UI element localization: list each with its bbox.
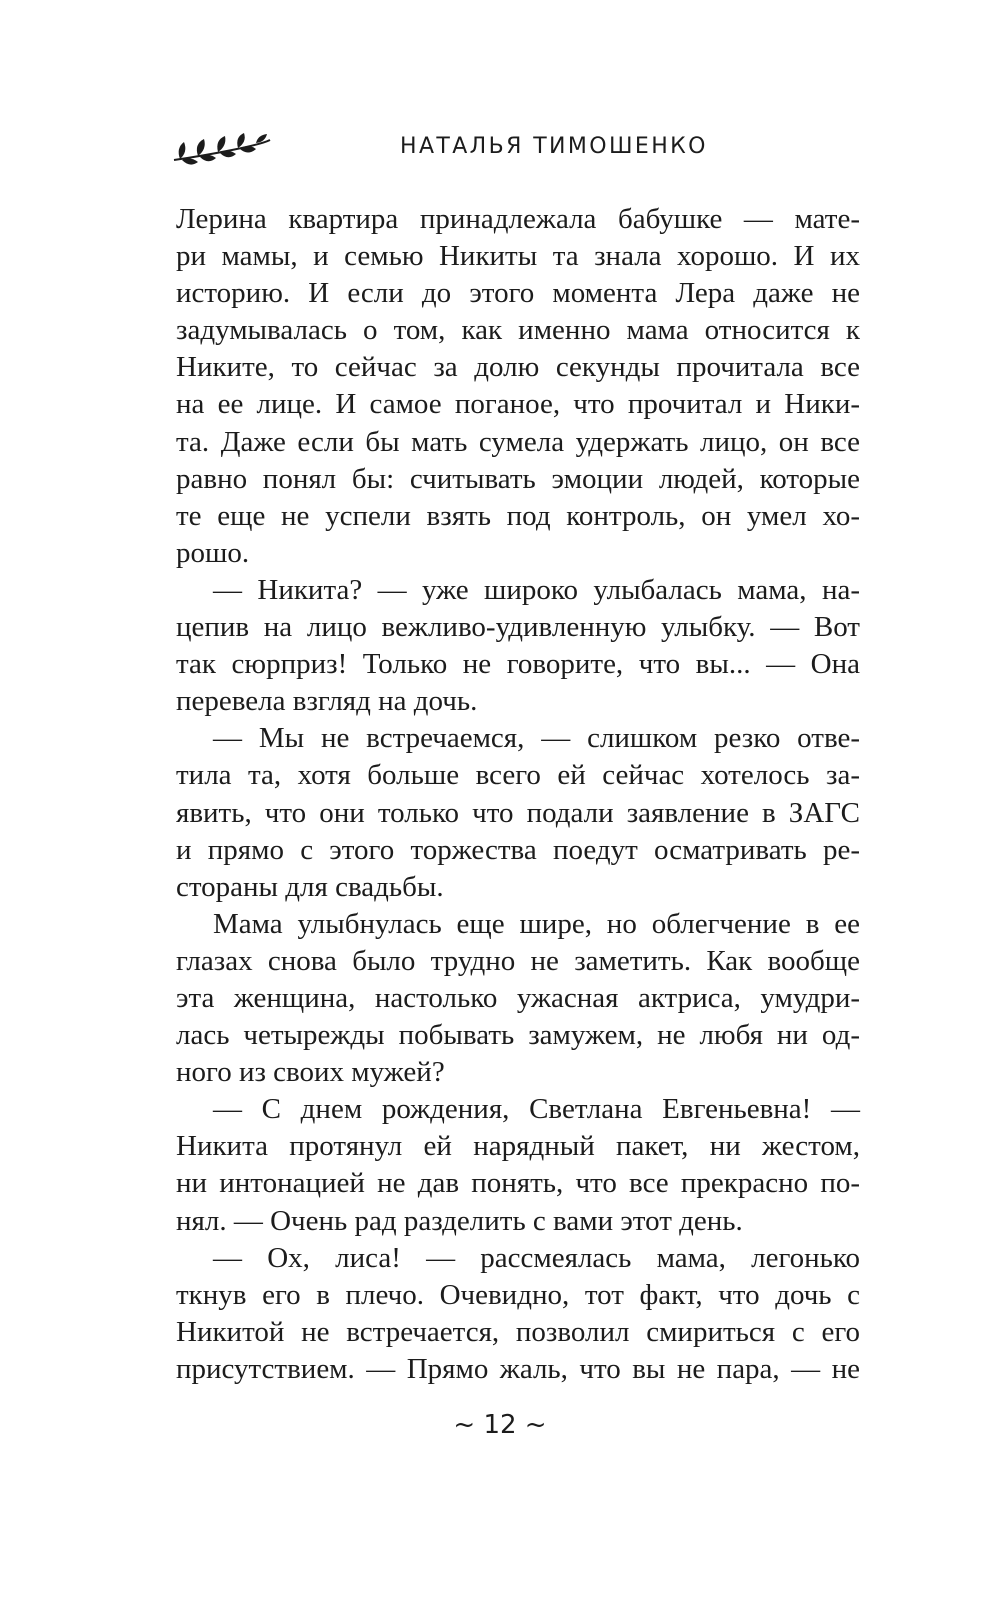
body-text xyxy=(176,201,860,1388)
text-line: ткнув его в плечо. Очевидно, тот факт, что дочь с xyxy=(176,1278,860,1311)
text-line: — Мы не встречаемся, — слишком резко отве- xyxy=(213,722,860,755)
text-line: ри мамы, и семью Никиты та знала хорошо. И их xyxy=(176,240,860,273)
text-line: нял. — Очень рад разделить с вами этот день. xyxy=(176,1204,743,1237)
text-line: те еще не успели взять под контроль, он умел хо- xyxy=(176,499,860,532)
text-line: эта женщина, настолько ужасная актриса, умудри- xyxy=(176,981,860,1014)
text-line: тила та, хотя больше всего ей сейчас хотелось за- xyxy=(176,759,860,792)
text-line: лась четырежды побывать замужем, не любя ни од- xyxy=(176,1019,860,1052)
text-line: и прямо с этого торжества поедут осматривать ре- xyxy=(176,833,860,866)
text-line: Никите, то сейчас за долю секунды прочитала все xyxy=(176,351,860,384)
text-line: ни интонацией не дав понять, что все прекрасно по- xyxy=(176,1167,860,1200)
page-header xyxy=(172,128,872,178)
text-line: Лерина квартира принадлежала бабушке — мате- xyxy=(176,203,860,235)
leaf-branch-icon xyxy=(172,130,272,170)
page-number: ~ 12 ~ xyxy=(453,1410,547,1440)
text-line: задумывалась о том, как именно мама относится к xyxy=(176,314,860,347)
text-line: цепив на лицо вежливо-удивленную улыбку. — Вот xyxy=(176,611,860,644)
text-line: — Никита? — уже широко улыбалась мама, на- xyxy=(213,573,860,606)
text-line: Никитой не встречается, позволил смириться с его xyxy=(176,1315,860,1348)
running-head-author: НАТАЛЬЯ ТИМОШЕНКО xyxy=(400,134,708,159)
text-line: на ее лице. И самое поганое, что прочитал и Ники- xyxy=(176,388,860,421)
text-line: перевела взгляд на дочь. xyxy=(176,685,478,718)
text-line: Никита протянул ей нарядный пакет, ни жестом, xyxy=(176,1130,860,1163)
text-line: присутствием. — Прямо жаль, что вы не пара, — не xyxy=(176,1352,860,1385)
text-line: рошо. xyxy=(176,536,250,569)
text-line: — Ох, лиса! — рассмеялась мама, легонько xyxy=(213,1241,860,1274)
text-line: равно понял бы: считывать эмоции людей, которые xyxy=(176,462,860,495)
text-line: — С днем рождения, Светлана Евгеньевна! — xyxy=(213,1093,860,1126)
text-line: глазах снова было трудно не заметить. Как вообще xyxy=(176,944,860,977)
text-line: стораны для свадьбы. xyxy=(176,870,444,903)
text-line: ного из своих мужей? xyxy=(176,1056,445,1089)
text-line: та. Даже если бы мать сумела удержать лицо, он все xyxy=(176,425,860,458)
text-line: так сюрприз! Только не говорите, что вы... — Она xyxy=(176,648,860,681)
text-line: историю. И если до этого момента Лера даже не xyxy=(176,277,860,310)
text-line: Мама улыбнулась еще шире, но облегчение в ее xyxy=(213,907,860,940)
text-line: явить, что они только что подали заявление в ЗАГС xyxy=(176,796,860,829)
